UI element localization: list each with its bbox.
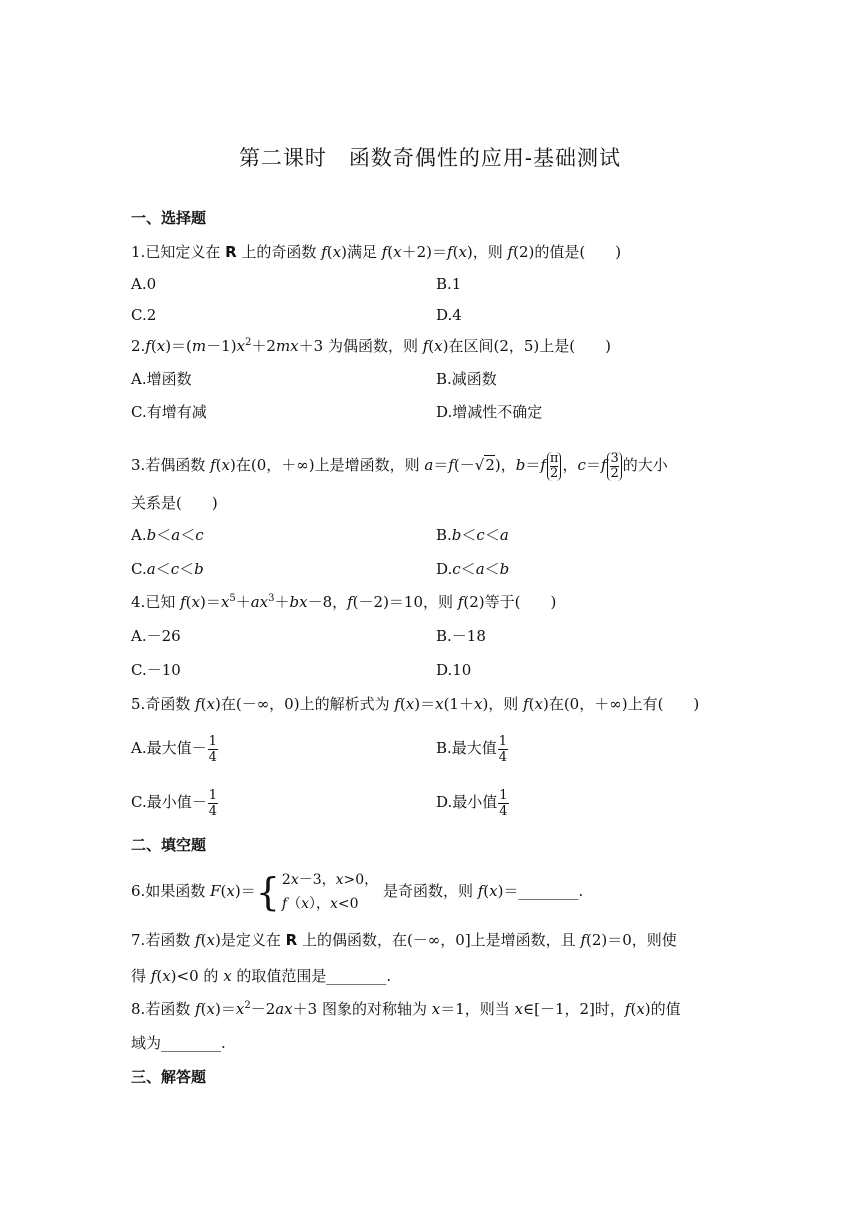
q3-option-a: A.b＜a＜c <box>131 526 204 544</box>
section-heading-choice: 一、选择题 <box>131 209 207 227</box>
piecewise-function: { 2x－3，x>0， f（x），x<0 <box>255 870 379 914</box>
question-1: 1.已知定义在 R 上的奇函数 f(x)满足 f(x＋2)＝f(x)，则 f(2)的值是( ) <box>131 243 622 261</box>
q2-option-d: D.增减性不确定 <box>436 403 543 421</box>
fraction-pi-over-2: $\frac{\pi}{2}$ <box>547 452 562 481</box>
q2-option-a: A.增函数 <box>131 370 192 388</box>
question-5: 5.奇函数 f(x)在(－∞，0)上的解析式为 f(x)＝x(1＋x)，则 f(x)在(0，＋∞)上有( ) <box>131 695 700 713</box>
question-4: 4.已知 $f(x)=x^5+ax^3+bx-8$，f(－2)＝10，则 f(2)等于( ) <box>131 593 557 611</box>
q4-option-a: A.－26 <box>131 627 181 645</box>
q3-option-c: C.a＜c＜b <box>131 560 204 578</box>
question-7: 7.若函数 f(x)是定义在 R 上的偶函数，在(－∞，0]上是增函数，且 f(2)＝0，则使 <box>131 931 677 949</box>
section-heading-solve: 三、解答题 <box>131 1068 207 1086</box>
question-2: $2.f(x)=(m-1)x^2+2mx+3$ 为偶函数，则 f(x)在区间(2，5)上是( ) <box>131 337 611 355</box>
question-8-line-2: 域为________. <box>131 1034 226 1052</box>
question-6: 6.如果函数 F(x)＝ { 2x－3，x>0， f（x），x<0 是奇函数，则 f(x)＝________. <box>131 870 584 914</box>
q1-option-a: A.0 <box>131 275 157 293</box>
sqrt-2: 2 <box>485 456 495 474</box>
q5-option-a: A.最大值－ $\frac{1}{4}$ <box>131 733 217 765</box>
q4-option-c: C.－10 <box>131 661 181 679</box>
q5-option-b: B.最大值 $\frac{1}{4}$ <box>436 733 508 765</box>
question-3: 3.若偶函数 f(x)在(0，＋∞)上是增函数，则 a＝f(－√2)，b＝f $\frac{\pi}{2}$ ，c＝f $\frac{3}{2}$ 的大小 <box>131 450 668 481</box>
q3-option-b: B.b＜c＜a <box>436 526 509 544</box>
question-3-line-2: 关系是( ) <box>131 494 218 512</box>
question-8: 8.若函数 $f(x)=x^2-2ax+3$ 图象的对称轴为 x＝1，则当 x∈[－1，2]时，f(x)的值 <box>131 1000 681 1018</box>
q2-option-b: B.减函数 <box>436 370 497 388</box>
q3-option-d: D.c＜a＜b <box>436 560 510 578</box>
question-7-line-2: 得 f(x)<0 的 x 的取值范围是________. <box>131 967 392 985</box>
q1-option-d: D.4 <box>436 306 462 324</box>
q4-option-d: D.10 <box>436 661 472 679</box>
q1-option-c: C.2 <box>131 306 157 324</box>
q5-option-d: D.最小值 $\frac{1}{4}$ <box>436 787 508 819</box>
q1-option-b: B.1 <box>436 275 462 293</box>
q4-option-b: B.－18 <box>436 627 486 645</box>
q2-option-c: C.有增有减 <box>131 403 207 421</box>
q5-option-c: C.最小值－ $\frac{1}{4}$ <box>131 787 217 819</box>
page-title: 第二课时 函数奇偶性的应用-基础测试 <box>238 146 622 170</box>
fraction-3-over-2: $\frac{3}{2}$ <box>607 452 621 481</box>
section-heading-fill: 二、填空题 <box>131 836 207 854</box>
